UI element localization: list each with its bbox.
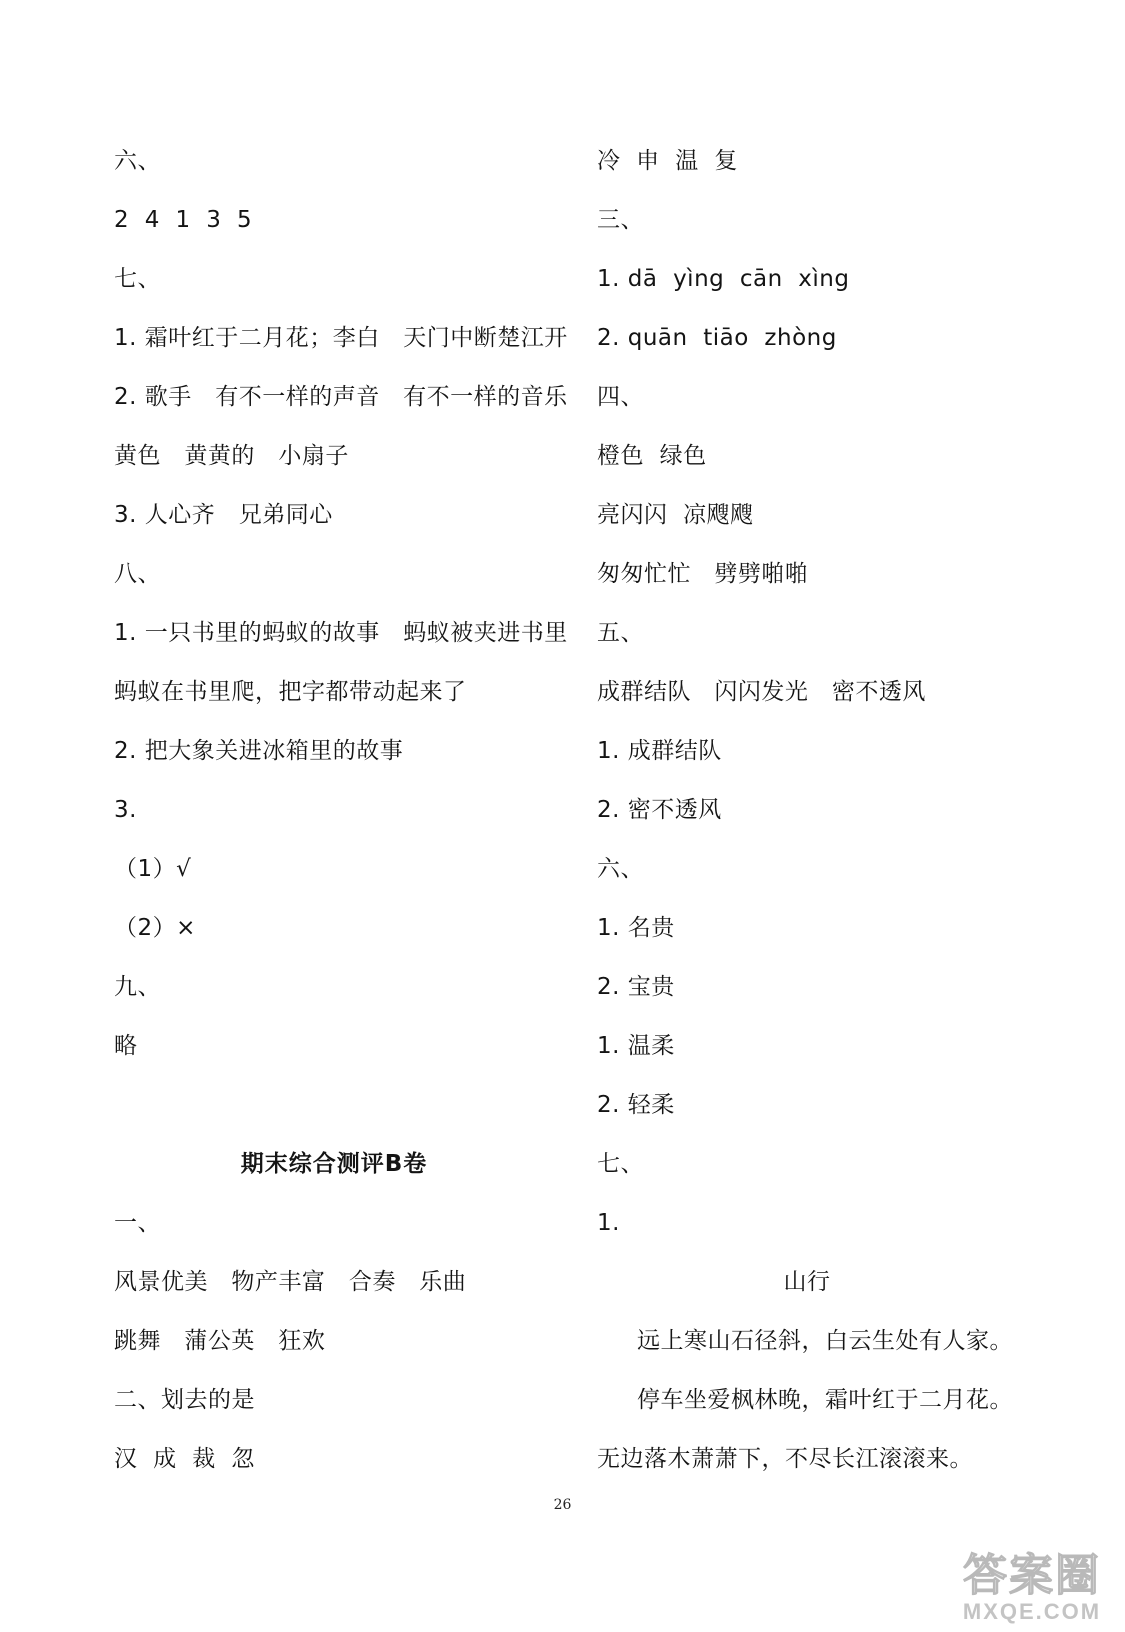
answer-line: 2. 把大象关进冰箱里的故事: [114, 738, 404, 764]
page-number: 26: [553, 1497, 572, 1513]
answer-line: 1. 名贵: [597, 915, 675, 941]
section-heading: 四、: [597, 384, 644, 410]
answer-line: （1）√: [114, 856, 192, 882]
answer-line: 风景优美 物产丰富 合奏 乐曲: [114, 1269, 467, 1295]
section-heading: 二、划去的是: [114, 1387, 255, 1413]
answer-line: 1. 霜叶红于二月花；李白 天门中断楚江开: [114, 325, 568, 351]
answer-line: 2. 宝贵: [597, 974, 675, 1000]
answer-line: 2. 歌手 有不一样的声音 有不一样的音乐: [114, 384, 568, 410]
poem-title: 山行: [783, 1269, 831, 1295]
right-column: [597, 132, 1017, 1489]
watermark-logo: [947, 1552, 1117, 1624]
watermark-title: 答案圈: [963, 1551, 1101, 1600]
answer-line: 成群结队 闪闪发光 密不透风: [597, 679, 926, 705]
section-heading: 八、: [114, 561, 161, 587]
answer-line: 黄色 黄黄的 小扇子: [114, 443, 349, 469]
left-column: [114, 132, 568, 1489]
exam-title: 期末综合测评B卷: [240, 1151, 428, 1177]
section-heading: 七、: [114, 266, 161, 292]
answer-line: 2. 密不透风: [597, 797, 722, 823]
answer-line: 略: [114, 1033, 138, 1059]
section-heading: 五、: [597, 620, 644, 646]
section-heading: 六、: [114, 148, 161, 174]
answer-line: 1. 成群结队: [597, 738, 722, 764]
spacer-line: [114, 1076, 554, 1135]
answer-line: 1. 一只书里的蚂蚁的故事 蚂蚁被夹进书里: [114, 620, 568, 646]
answer-line: 2. 轻柔: [597, 1092, 675, 1118]
answer-line: 1. 温柔: [597, 1033, 675, 1059]
answer-line: （2）×: [114, 915, 196, 941]
answer-line: 汉 成 裁 忽: [114, 1446, 255, 1472]
answer-line: 蚂蚁在书里爬，把字都带动起来了: [114, 679, 467, 705]
section-heading: 九、: [114, 974, 161, 1000]
section-heading: 一、: [114, 1210, 161, 1236]
answer-line: 1.: [597, 1210, 620, 1236]
answer-line: 冷 申 温 复: [597, 148, 738, 174]
poem-line: 停车坐爱枫林晚，霜叶红于二月花。: [637, 1387, 1013, 1413]
answer-line: 3. 人心齐 兄弟同心: [114, 502, 333, 528]
answer-line: 亮闪闪 凉飕飕: [597, 502, 754, 528]
answer-line: 3.: [114, 797, 137, 823]
answer-line: 跳舞 蒲公英 狂欢: [114, 1328, 326, 1354]
watermark-url: MXQE.COM: [962, 1599, 1102, 1624]
answer-line: 2 4 1 3 5: [114, 207, 253, 233]
answer-line: 匆匆忙忙 劈劈啪啪: [597, 561, 809, 587]
poem-line: 无边落木萧萧下，不尽长江滚滚来。: [597, 1446, 973, 1472]
section-heading: 六、: [597, 856, 644, 882]
section-heading: 三、: [597, 207, 644, 233]
section-heading: 七、: [597, 1151, 644, 1177]
answer-line: 橙色 绿色: [597, 443, 707, 469]
pinyin-line: 2. quān tiāo zhòng: [597, 325, 837, 351]
poem-line: 远上寒山石径斜，白云生处有人家。: [637, 1328, 1013, 1354]
pinyin-line: 1. dā yìng cān xìng: [597, 266, 850, 292]
